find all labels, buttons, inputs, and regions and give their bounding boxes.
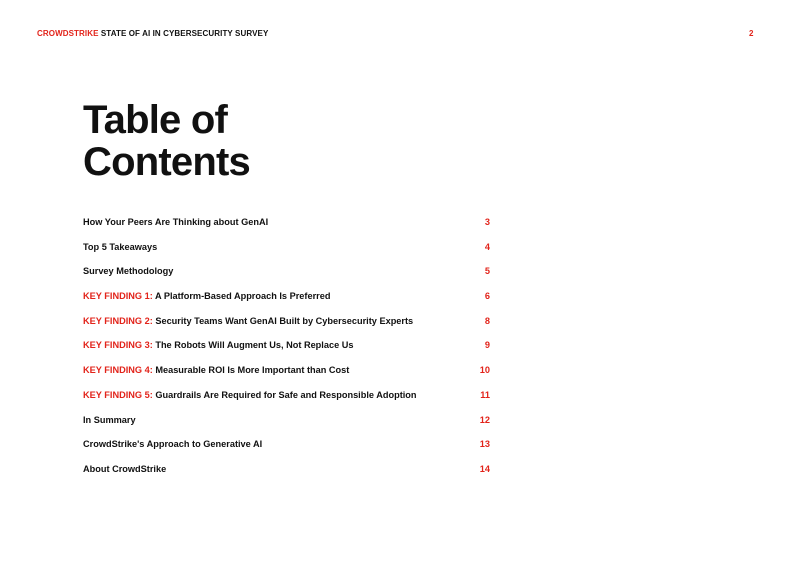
toc-entry-about-crowdstrike[interactable] — [83, 461, 490, 486]
toc-entry-title: About CrowdStrike — [83, 463, 167, 474]
toc-entry-approach-generative-ai[interactable] — [83, 436, 490, 461]
toc-entry-page: 11 — [480, 389, 490, 400]
toc-entry-prefix: KEY FINDING 1: — [83, 291, 155, 302]
toc-entry-page: 14 — [479, 463, 490, 474]
toc-entry-title: A Platform-Based Approach Is Preferred — [154, 291, 331, 302]
toc-entry-title: How Your Peers Are Thinking about GenAI — [83, 217, 269, 227]
toc-entry-title: Measurable ROI Is More Important than Cost — [155, 365, 350, 376]
toc-entry-page: 4 — [484, 241, 490, 252]
toc-entry-title: Security Teams Want GenAI Built by Cybersecurity Experts — [155, 315, 414, 326]
toc-entry-key-finding-4[interactable] — [83, 362, 490, 387]
toc-entry-title: The Robots Will Augment Us, Not Replace Us — [155, 340, 354, 351]
toc-entry-page: 6 — [484, 291, 490, 302]
report-title: STATE OF AI IN CYBERSECURITY SURVEY — [100, 29, 269, 38]
toc-entry-peers-genai[interactable] — [83, 214, 490, 239]
toc-entry-title: In Summary — [83, 414, 136, 425]
toc-entry-key-finding-5[interactable] — [83, 387, 490, 412]
toc-entry-key-finding-3[interactable] — [83, 337, 490, 362]
toc-entry-title: Top 5 Takeaways — [83, 241, 158, 252]
toc-entry-prefix: KEY FINDING 3: — [83, 340, 156, 351]
toc-entry-key-finding-2[interactable] — [83, 313, 490, 338]
toc-entry-title: Survey Methodology — [83, 266, 174, 277]
toc-entry-prefix: KEY FINDING 4: — [83, 365, 156, 376]
toc-entry-prefix: KEY FINDING 2: — [83, 315, 156, 326]
toc-entry-page: 9 — [484, 340, 490, 351]
page-number: 2 — [749, 29, 754, 38]
toc-entry-page: 12 — [479, 414, 490, 425]
toc-entry-survey-methodology[interactable] — [83, 263, 490, 288]
toc-entry-title: Guardrails Are Required for Safe and Responsible Adoption — [155, 389, 417, 400]
toc-entry-title: CrowdStrike's Approach to Generative AI — [83, 439, 263, 450]
toc-entry-page: 8 — [484, 315, 490, 326]
brand-name: CROWDSTRIKE — [37, 29, 99, 38]
document-header — [37, 29, 268, 38]
toc-entry-page: 10 — [479, 365, 490, 376]
toc-entry-page: 3 — [484, 217, 490, 227]
toc-entry-prefix: KEY FINDING 5: — [83, 389, 156, 400]
page-title-line-1: Table of — [83, 98, 227, 142]
toc-entry-page: 13 — [479, 439, 490, 450]
table-of-contents — [83, 214, 490, 486]
page-title — [83, 99, 250, 183]
toc-entry-key-finding-1[interactable] — [83, 288, 490, 313]
page-title-line-2: Contents — [83, 140, 250, 184]
toc-entry-page: 5 — [484, 266, 490, 277]
toc-entry-top-takeaways[interactable] — [83, 239, 490, 264]
toc-entry-in-summary[interactable] — [83, 412, 490, 437]
